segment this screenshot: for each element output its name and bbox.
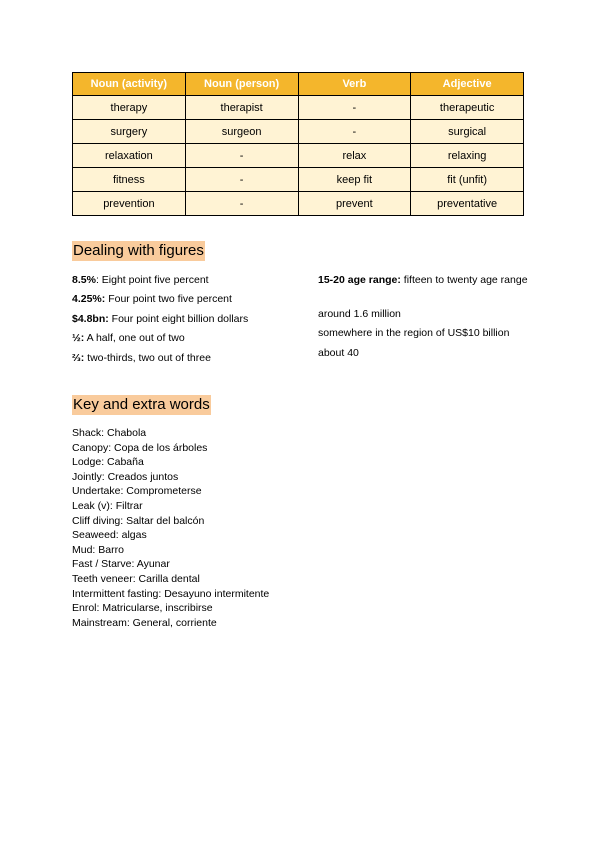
table-row [73,168,524,192]
table-row [73,120,524,144]
section-heading-figures [72,242,205,259]
list-item: Fast / Starve: Ayunar [72,558,170,571]
figure-line [72,292,232,306]
header-noun-person: Noun (person) [185,73,298,96]
figure-text: A half, one out of two [84,332,185,344]
list-item: Jointly: Creados juntos [72,470,179,483]
table-cell: relaxing [411,144,524,168]
table-cell: relax [298,144,411,168]
figure-text: : Eight point five percent [95,274,209,286]
heading-highlight: Key and extra words [73,396,210,413]
key-words-list [72,426,269,630]
table-cell: relaxation [73,144,186,168]
header-adjective: Adjective [411,73,524,96]
table-cell: - [298,120,411,144]
header-noun-activity: Noun (activity) [73,73,186,96]
table-cell: - [298,96,411,120]
table-cell: prevent [298,192,411,216]
figure-line [318,273,528,287]
list-item: Seaweed: algas [72,529,147,542]
list-item: Shack: Chabola [72,427,147,439]
list-item: Teeth veneer: Carilla dental [72,572,200,585]
figure-text: about 40 [318,347,359,359]
figure-term: 8.5% [72,274,96,286]
table-row [73,144,524,168]
figure-term: 15-20 age range: [318,274,401,286]
list-item: Intermittent fasting: Desayuno intermitente [72,587,270,600]
figure-line [72,312,248,326]
figure-text: Four point eight billion dollars [108,313,249,325]
section-heading-key-words [72,396,211,413]
table-cell: - [185,144,298,168]
figure-term: ½: [72,332,85,344]
list-item: Undertake: Comprometerse [72,485,202,498]
list-item: Mainstream: General, corriente [72,616,217,629]
table-cell: prevention [73,192,186,216]
table-cell: fit (unfit) [411,168,524,192]
figure-text: two-thirds, two out of three [84,352,211,364]
list-item: Lodge: Cabaña [72,456,144,469]
figure-term: 4.25%: [72,293,106,305]
table-cell: preventative [411,192,524,216]
table-row [73,96,524,120]
figure-line [72,273,209,287]
table-header-row [73,73,524,96]
figure-line [72,351,211,365]
table-cell: fitness [73,168,186,192]
figure-line [318,326,509,340]
figure-term: ⅔: [72,352,85,364]
list-item: Enrol: Matricularse, inscribirse [72,602,213,615]
table-cell: therapist [185,96,298,120]
figure-term: $4.8bn: [72,313,109,325]
figure-line [318,307,401,321]
table-row [73,192,524,216]
figure-line [72,331,185,345]
word-forms-table [72,72,524,216]
figure-text: somewhere in the region of US$10 billion [318,327,510,339]
table-cell: surgeon [185,120,298,144]
table-cell: keep fit [298,168,411,192]
table-cell: surgery [73,120,186,144]
figure-line [318,346,359,360]
header-verb: Verb [298,73,411,96]
figure-text: fifteen to twenty age range [400,274,528,286]
list-item: Mud: Barro [72,543,124,556]
table-cell: - [185,168,298,192]
figure-text: Four point two five percent [105,293,232,305]
heading-highlight: Dealing with figures [73,242,204,259]
table-cell: surgical [411,120,524,144]
table-cell: therapeutic [411,96,524,120]
table-cell: - [185,192,298,216]
list-item: Leak (v): Filtrar [72,499,143,512]
table-cell: therapy [73,96,186,120]
figure-text: around 1.6 million [318,308,401,320]
list-item: Canopy: Copa de los árboles [72,441,208,454]
list-item: Cliff diving: Saltar del balcón [72,514,205,527]
